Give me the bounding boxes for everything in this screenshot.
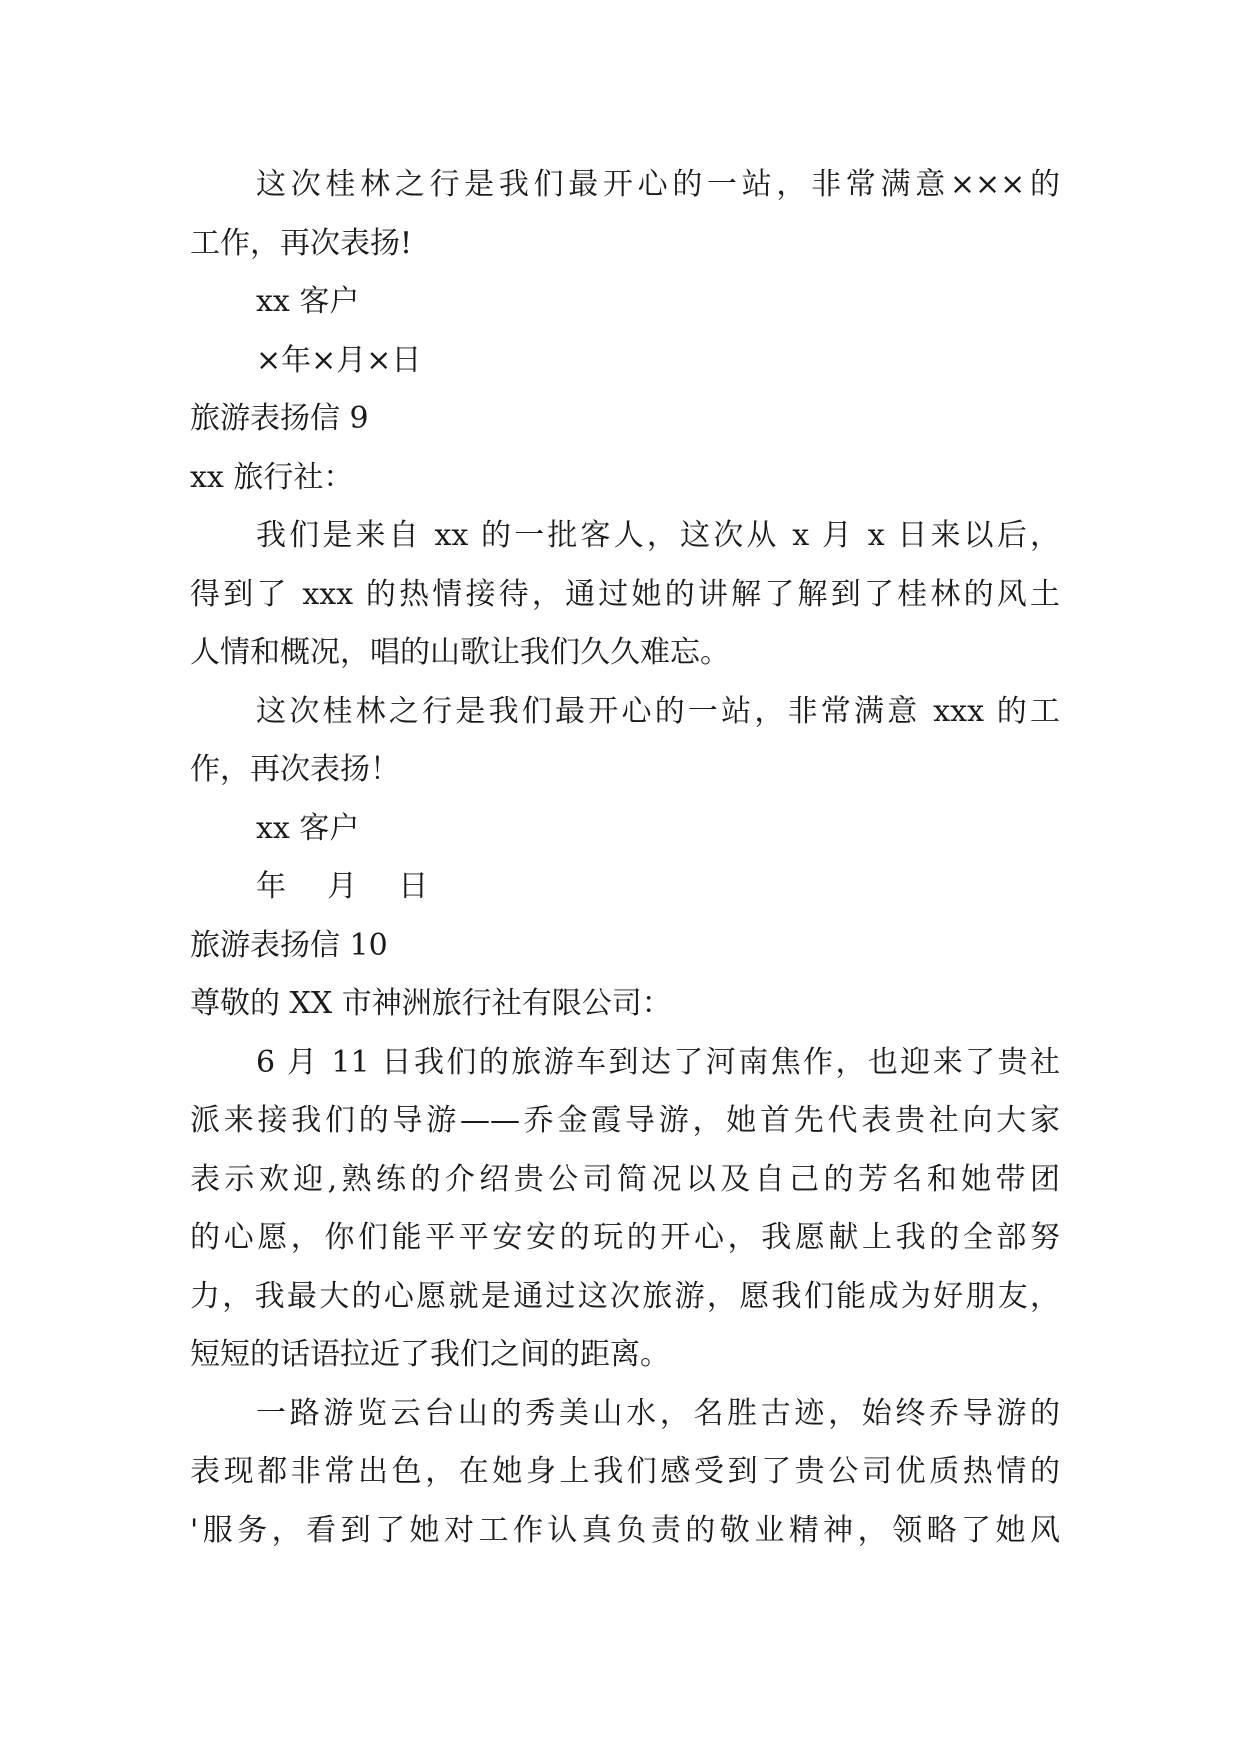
date — [190, 858, 1060, 917]
salutation: xx 旅行社： — [190, 459, 354, 495]
salutation: 尊敬的 XX 市神洲旅行社有限公司： — [190, 986, 672, 1021]
document-page — [190, 156, 1060, 1560]
paragraph-line: 这次桂林之行是我们最开心的一站，非常满意 xxx 的工 — [256, 693, 1060, 729]
paragraph-line: 派来接我们的导游——乔金霞导游，她首先代表贵社向大家 — [190, 1103, 1060, 1138]
paragraph-line: 这次桂林之行是我们最开心的一站，非常满意×××的 — [256, 167, 1060, 202]
date: ×年×月×日 — [256, 342, 422, 378]
paragraph-line: 表示欢迎,熟练的介绍贵公司简况以及自己的芳名和她带团 — [190, 1161, 1060, 1197]
letter-title: 旅游表扬信 10 — [190, 927, 388, 963]
signature: xx 客户 — [256, 284, 360, 319]
letter-title: 旅游表扬信 9 — [190, 401, 369, 436]
date-month: 月 — [327, 869, 358, 904]
paragraph-line: 一路游览云台山的秀美山水，名胜古迹，始终乔导游的 — [256, 1395, 1060, 1431]
signature: xx 客户 — [256, 810, 360, 846]
paragraph-line: 作，再次表扬！ — [190, 752, 400, 787]
paragraph-line: 短短的话语拉近了我们之间的距离。 — [190, 1337, 670, 1372]
paragraph-line: 力，我最大的心愿就是通过这次旅游，愿我们能成为好朋友， — [190, 1278, 1060, 1314]
paragraph-line: 表现都非常出色，在她身上我们感受到了贵公司优质热情的 — [190, 1454, 1060, 1489]
paragraph-line: 6 月 11 日我们的旅游车到达了河南焦作，也迎来了贵社 — [256, 1044, 1060, 1080]
paragraph-line: 得到了 xxx 的热情接待，通过她的讲解了解到了桂林的风土 — [190, 576, 1060, 612]
paragraph-line: 工作，再次表扬! — [190, 225, 413, 261]
paragraph-line: 我们是来自 xx 的一批客人，这次从 x 月 x 日来以后， — [256, 518, 1060, 553]
paragraph-line: '服务，看到了她对工作认真负责的敬业精神，领略了她风 — [190, 1512, 1060, 1548]
paragraph-line: 的心愿，你们能平平安安的玩的开心，我愿献上我的全部努 — [190, 1220, 1060, 1255]
date-year: 年 — [256, 869, 286, 904]
date-day: 日 — [398, 869, 429, 904]
paragraph-line: 人情和概况，唱的山歌让我们久久难忘。 — [190, 635, 730, 670]
